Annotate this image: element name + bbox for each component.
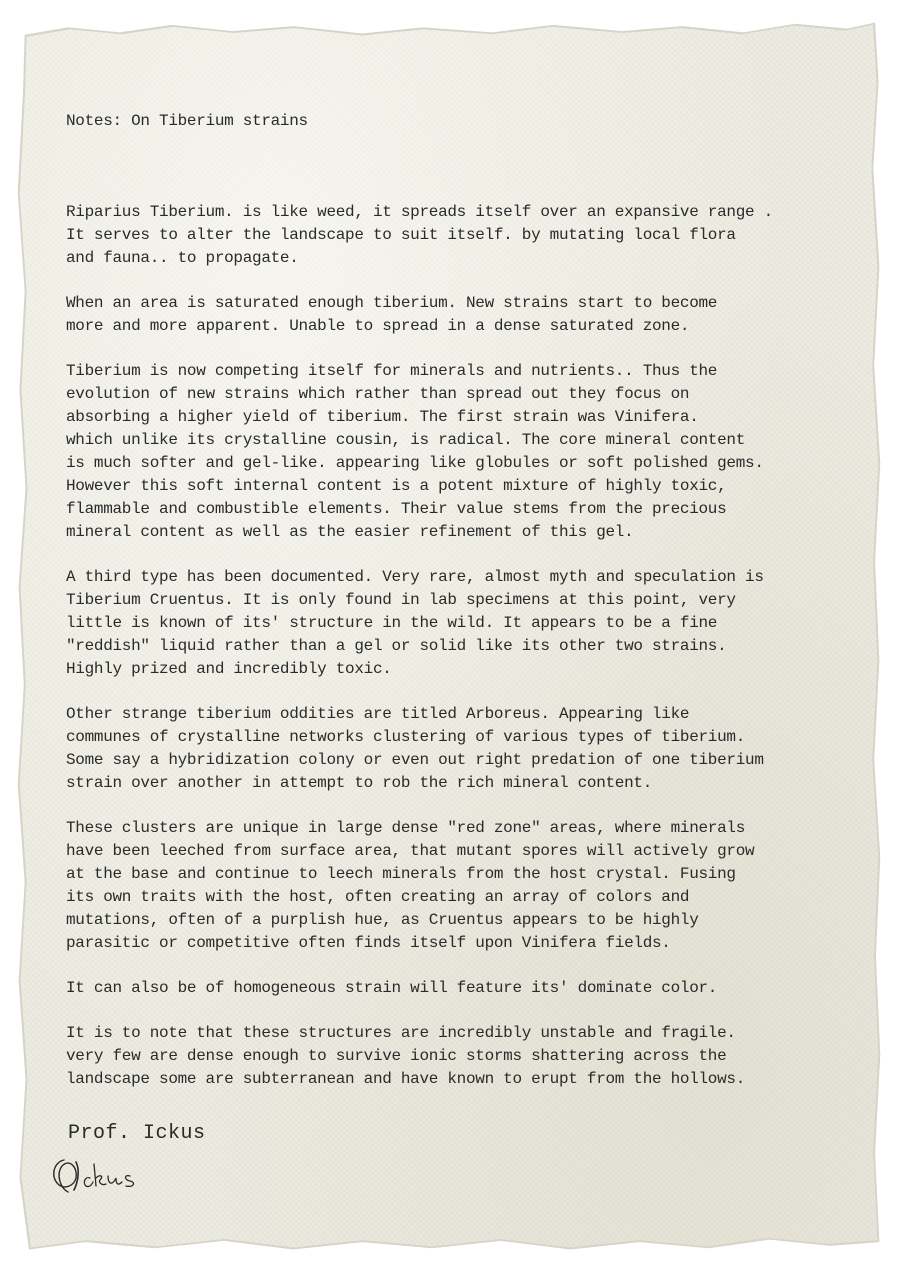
- text-line: which unlike its crystalline cousin, is radical. The core mineral content: [66, 431, 746, 449]
- paragraph-7: [66, 977, 866, 1000]
- text-line: These clusters are unique in large dense "red zone" areas, where minerals: [66, 819, 746, 837]
- text-line: It is to note that these structures are incredibly unstable and fragile.: [66, 1024, 736, 1042]
- text-line: parasitic or competitive often finds itself upon Vinifera fields.: [66, 934, 671, 952]
- text-line: evolution of new strains which rather than spread out they focus on: [66, 385, 690, 403]
- text-line: more and more apparent. Unable to spread in a dense saturated zone.: [66, 317, 690, 335]
- text-line: at the base and continue to leech minerals from the host crystal. Fusing: [66, 865, 736, 883]
- text-line: However this soft internal content is a potent mixture of highly toxic,: [66, 477, 727, 495]
- text-line: is much softer and gel-like. appearing like globules or soft polished gems.: [66, 454, 764, 472]
- text-line: and fauna.. to propagate.: [66, 249, 299, 267]
- text-line: It serves to alter the landscape to suit itself. by mutating local flora: [66, 226, 736, 244]
- text-line: Some say a hybridization colony or even out right predation of one tiberium: [66, 751, 764, 769]
- paragraph-8: [66, 1022, 866, 1091]
- author-name: Prof. Ickus: [68, 1122, 206, 1145]
- document-title: Notes: On Tiberium strains: [66, 112, 308, 130]
- text-line: have been leeched from surface area, that mutant spores will actively grow: [66, 842, 755, 860]
- text-line: Highly prized and incredibly toxic.: [66, 660, 392, 678]
- paragraph-4: [66, 566, 866, 681]
- text-line: A third type has been documented. Very rare, almost myth and speculation is: [66, 568, 764, 586]
- text-line: When an area is saturated enough tiberium. New strains start to become: [66, 294, 718, 312]
- text-line: Riparius Tiberium. is like weed, it spreads itself over an expansive range .: [66, 203, 773, 221]
- text-line: "reddish" liquid rather than a gel or solid like its other two strains.: [66, 637, 727, 655]
- text-line: Tiberium is now competing itself for minerals and nutrients.. Thus the: [66, 362, 718, 380]
- text-line: Tiberium Cruentus. It is only found in lab specimens at this point, very: [66, 591, 736, 609]
- text-line: It can also be of homogeneous strain will feature its' dominate color.: [66, 979, 718, 997]
- paragraph-5: [66, 703, 866, 795]
- text-line: mineral content as well as the easier refinement of this gel.: [66, 523, 634, 541]
- text-line: mutations, often of a purplish hue, as Cruentus appears to be highly: [66, 911, 699, 929]
- text-line: its own traits with the host, often creating an array of colors and: [66, 888, 690, 906]
- text-line: landscape some are subterranean and have known to erupt from the hollows.: [66, 1070, 746, 1088]
- paragraph-3: [66, 360, 866, 544]
- paragraph-2: [66, 292, 866, 338]
- document-body: [66, 110, 866, 1113]
- signature: [46, 1148, 146, 1198]
- text-line: absorbing a higher yield of tiberium. The first strain was Vinifera.: [66, 408, 699, 426]
- text-line: flammable and combustible elements. Their value stems from the precious: [66, 500, 727, 518]
- paragraph-6: [66, 817, 866, 955]
- text-line: strain over another in attempt to rob the rich mineral content.: [66, 774, 652, 792]
- text-line: Other strange tiberium oddities are titled Arboreus. Appearing like: [66, 705, 690, 723]
- text-line: very few are dense enough to survive ionic storms shattering across the: [66, 1047, 727, 1065]
- text-line: communes of crystalline networks clustering of various types of tiberium.: [66, 728, 746, 746]
- text-line: little is known of its' structure in the wild. It appears to be a fine: [66, 614, 718, 632]
- paragraph-1: [66, 201, 866, 270]
